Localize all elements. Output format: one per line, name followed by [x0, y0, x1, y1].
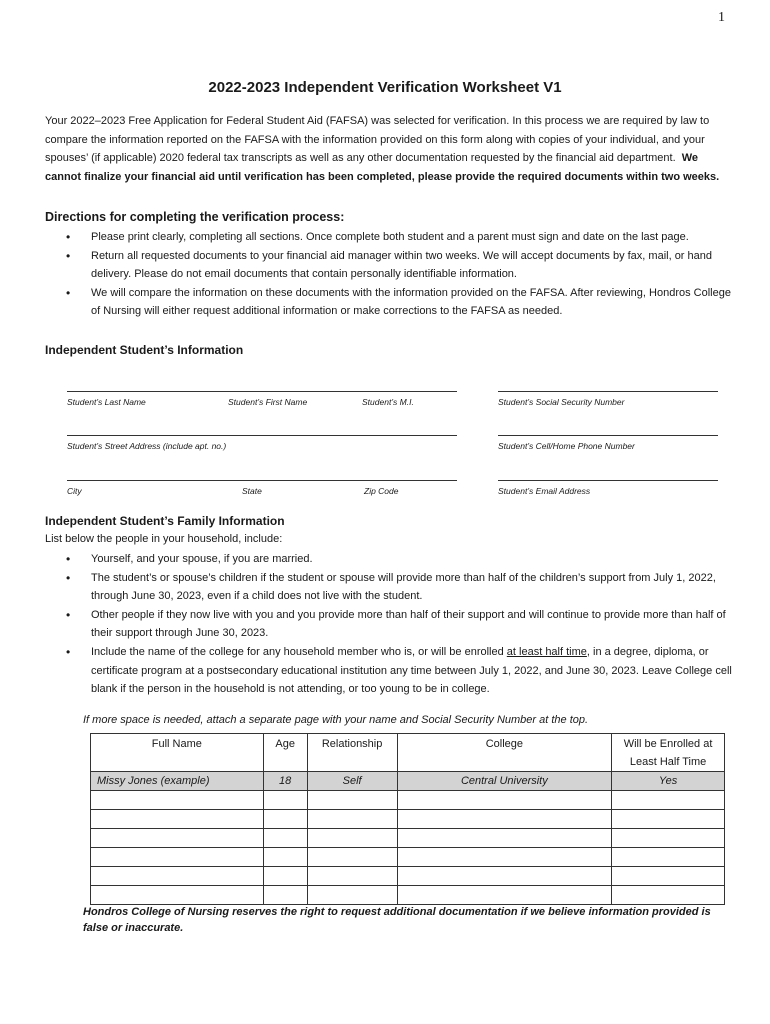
list-item: • Other people if they now live with you and you provide more than half of their support and will continue to provide more than half of their support through June 30, 2023.: [45, 606, 735, 643]
table-row: [91, 867, 725, 886]
table-cell[interactable]: [307, 867, 397, 886]
table-cell[interactable]: [612, 848, 725, 867]
example-college: Central University: [397, 772, 612, 791]
table-row: [91, 829, 725, 848]
street-field-line[interactable]: [67, 435, 457, 436]
student-info-heading: Independent Student’s Information: [45, 343, 244, 357]
table-cell[interactable]: [91, 848, 264, 867]
mi-label: Student’s M.I.: [362, 397, 414, 407]
name-field-line[interactable]: [67, 391, 457, 392]
table-row: [91, 810, 725, 829]
table-row: [91, 848, 725, 867]
table-cell[interactable]: [307, 791, 397, 810]
example-enrolled: Yes: [612, 772, 725, 791]
list-item: • Return all requested documents to your financial aid manager within two weeks. We will accept documents by fax, mail, or hand delivery. Please do not email documents that contain personally identifiable information.: [45, 247, 735, 284]
col-age: Age: [263, 734, 307, 772]
list-item: • Yourself, and your spouse, if you are married.: [45, 550, 735, 569]
family-list: [45, 550, 735, 699]
table-cell[interactable]: [397, 810, 612, 829]
zip-label: Zip Code: [364, 486, 399, 496]
table-cell[interactable]: [397, 848, 612, 867]
footer-disclaimer: Hondros College of Nursing reserves the right to request additional documentation if we believe information provided is false or inaccurate.: [83, 906, 711, 934]
first-name-label: Student’s First Name: [228, 397, 308, 407]
table-cell[interactable]: [263, 829, 307, 848]
intro-text: Your 2022–2023 Free Application for Federal Student Aid (FAFSA) was selected for verification. In this process we are required by law to compare the information reported on the FAFSA with the information provided on this form along with copies of your individual, and your spouses’ (if applicable) 2020 federal tax transcripts as well as any other documentation requested by the financial aid department.: [45, 115, 710, 165]
col-relationship: Relationship: [307, 734, 397, 772]
family-lead-text: List below the people in your household, include:: [45, 533, 283, 545]
family-info-heading: Independent Student’s Family Information: [45, 514, 285, 528]
household-table: [90, 733, 725, 905]
state-label: State: [242, 486, 262, 496]
example-relationship: Self: [307, 772, 397, 791]
directions-heading: Directions for completing the verification process:: [45, 210, 345, 224]
college-item-post: , in a degree, diploma, or certificate program at a postsecondary educational institution any time between July 1, 2022, and June 30, 2023. Leave College cell blank if the person in the household is not attending, or too young to be in college.: [91, 645, 732, 696]
list-item: • We will compare the information on these documents with the information provided on the FAFSA. After reviewing, Hondros College of Nursing will either request additional information or make corrections to the FAFSA as needed.: [45, 284, 735, 321]
list-item: • The student’s or spouse’s children if the student or spouse will provide more than half of the children’s support from July 1, 2022, through June 30, 2023, even if a child does not live with the student.: [45, 569, 735, 606]
table-cell[interactable]: [612, 810, 725, 829]
page-title: 2022-2023 Independent Verification Worksheet V1: [208, 79, 562, 96]
table-row: [91, 791, 725, 810]
college-item-underline: at least half time: [506, 645, 587, 658]
table-cell[interactable]: [91, 829, 264, 848]
table-cell[interactable]: [263, 848, 307, 867]
table-cell[interactable]: [263, 886, 307, 905]
list-item: [45, 643, 735, 699]
table-cell[interactable]: [612, 867, 725, 886]
phone-label: Student’s Cell/Home Phone Number: [498, 441, 635, 451]
table-cell[interactable]: [397, 867, 612, 886]
table-cell[interactable]: [612, 886, 725, 905]
table-cell[interactable]: [263, 791, 307, 810]
table-cell[interactable]: [612, 791, 725, 810]
city-label: City: [67, 486, 82, 496]
table-cell[interactable]: [263, 810, 307, 829]
list-item: • Please print clearly, completing all sections. Once complete both student and a parent must sign and date on the last page.: [45, 228, 735, 247]
col-enrolled: Will be Enrolled at Least Half Time: [612, 734, 725, 772]
example-name: Missy Jones (example): [91, 772, 264, 791]
table-cell[interactable]: [397, 886, 612, 905]
table-cell[interactable]: [91, 791, 264, 810]
table-cell[interactable]: [91, 886, 264, 905]
intro-bold-text: We cannot finalize your financial aid until verification has been completed, please provide the required documents within two weeks.: [45, 152, 720, 183]
college-item-pre: Include the name of the college for any household member who is, or will be enrolled: [91, 645, 507, 658]
table-cell[interactable]: [307, 848, 397, 867]
last-name-label: Student’s Last Name: [67, 397, 146, 407]
col-college: College: [397, 734, 612, 772]
phone-field-line[interactable]: [498, 435, 718, 436]
extra-space-note: If more space is needed, attach a separate page with your name and Social Security Number at the top.: [83, 714, 589, 726]
page-number: 1: [718, 10, 725, 25]
table-cell[interactable]: [612, 829, 725, 848]
example-row: [91, 772, 725, 791]
ssn-label: Student’s Social Security Number: [498, 397, 625, 407]
email-label: Student’s Email Address: [498, 486, 591, 496]
table-cell[interactable]: [307, 810, 397, 829]
table-header-row: [91, 734, 725, 772]
ssn-field-line[interactable]: [498, 391, 718, 392]
table-cell[interactable]: [307, 829, 397, 848]
table-cell[interactable]: [263, 867, 307, 886]
email-field-line[interactable]: [498, 480, 718, 481]
table-row: [91, 886, 725, 905]
city-state-zip-line[interactable]: [67, 480, 457, 481]
directions-list: [45, 228, 735, 321]
col-full-name: Full Name: [91, 734, 264, 772]
table-cell[interactable]: [397, 791, 612, 810]
table-cell[interactable]: [307, 886, 397, 905]
street-label: Student’s Street Address (include apt. no.): [67, 441, 227, 451]
table-cell[interactable]: [397, 829, 612, 848]
table-cell[interactable]: [91, 810, 264, 829]
table-cell[interactable]: [91, 867, 264, 886]
example-age: 18: [263, 772, 307, 791]
intro-paragraph: [45, 112, 725, 186]
